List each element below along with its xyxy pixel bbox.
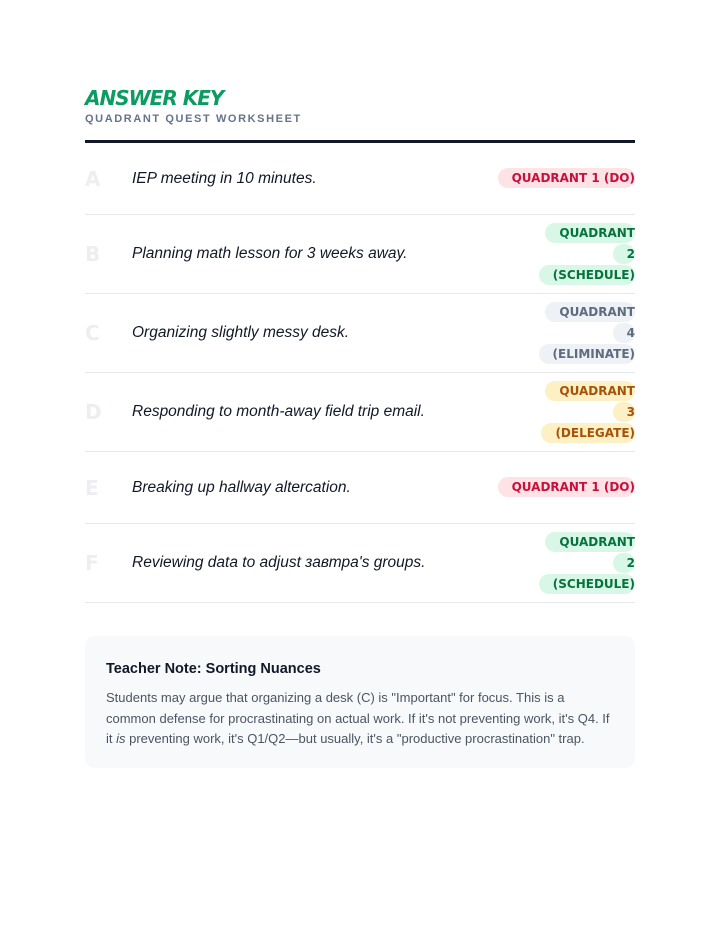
- quadrant-badge: [498, 168, 635, 189]
- answer-row-c: [85, 294, 635, 373]
- teacher-note: [85, 636, 635, 768]
- quadrant-badge: [537, 381, 635, 444]
- quadrant-badge: [537, 532, 635, 595]
- item-task: Planning math lesson for 3 weeks away.: [132, 245, 408, 262]
- quadrant-badge-label: QUADRANT 4 (ELIMINATE): [539, 302, 635, 364]
- item-letter: A: [85, 166, 101, 191]
- teacher-note-body: [106, 688, 614, 750]
- page-subtitle: QUADRANT QUEST WORKSHEET: [85, 113, 302, 125]
- answer-row-e: [85, 452, 635, 524]
- teacher-note-title: Teacher Note: Sorting Nuances: [106, 661, 321, 677]
- quadrant-badge-label: QUADRANT 2 (SCHEDULE): [539, 223, 635, 285]
- quadrant-badge: [537, 223, 635, 286]
- note-emphasis: is: [116, 731, 126, 746]
- answer-row-f: [85, 524, 635, 603]
- page-title: ANSWER KEY: [85, 86, 224, 110]
- answer-row-a: [85, 143, 635, 215]
- item-task: Reviewing data to adjust завтра's groups.: [132, 554, 426, 571]
- quadrant-badge-label: QUADRANT 2 (SCHEDULE): [539, 532, 635, 594]
- item-task: IEP meeting in 10 minutes.: [132, 169, 317, 187]
- note-text: Students may argue that organizing a desk (C) is "Important" for focus. This is a common defense for procrastinating on actual work. If it's not preventing work, it's Q4. If it: [106, 690, 610, 746]
- answer-key-sheet: [85, 86, 635, 603]
- item-letter: C: [85, 321, 100, 345]
- quadrant-badge-label: QUADRANT 1 (DO): [498, 477, 635, 497]
- item-task: Breaking up hallway altercation.: [132, 478, 351, 496]
- item-letter: F: [85, 551, 99, 575]
- quadrant-badge: [537, 302, 635, 365]
- answer-row-d: [85, 373, 635, 452]
- quadrant-badge-label: QUADRANT 1 (DO): [498, 168, 635, 188]
- answer-row-b: [85, 215, 635, 294]
- item-task: Responding to month-away field trip email.: [132, 403, 425, 420]
- item-letter: B: [85, 242, 101, 266]
- item-letter: D: [85, 400, 102, 424]
- note-text: preventing work, it's Q1/Q2—but usually, it's a "productive procrastination" trap.: [125, 731, 585, 746]
- quadrant-badge-label: QUADRANT 3 (DELEGATE): [541, 381, 635, 443]
- quadrant-badge: [498, 477, 635, 498]
- item-task: Organizing slightly messy desk.: [132, 324, 350, 341]
- item-letter: E: [85, 475, 99, 500]
